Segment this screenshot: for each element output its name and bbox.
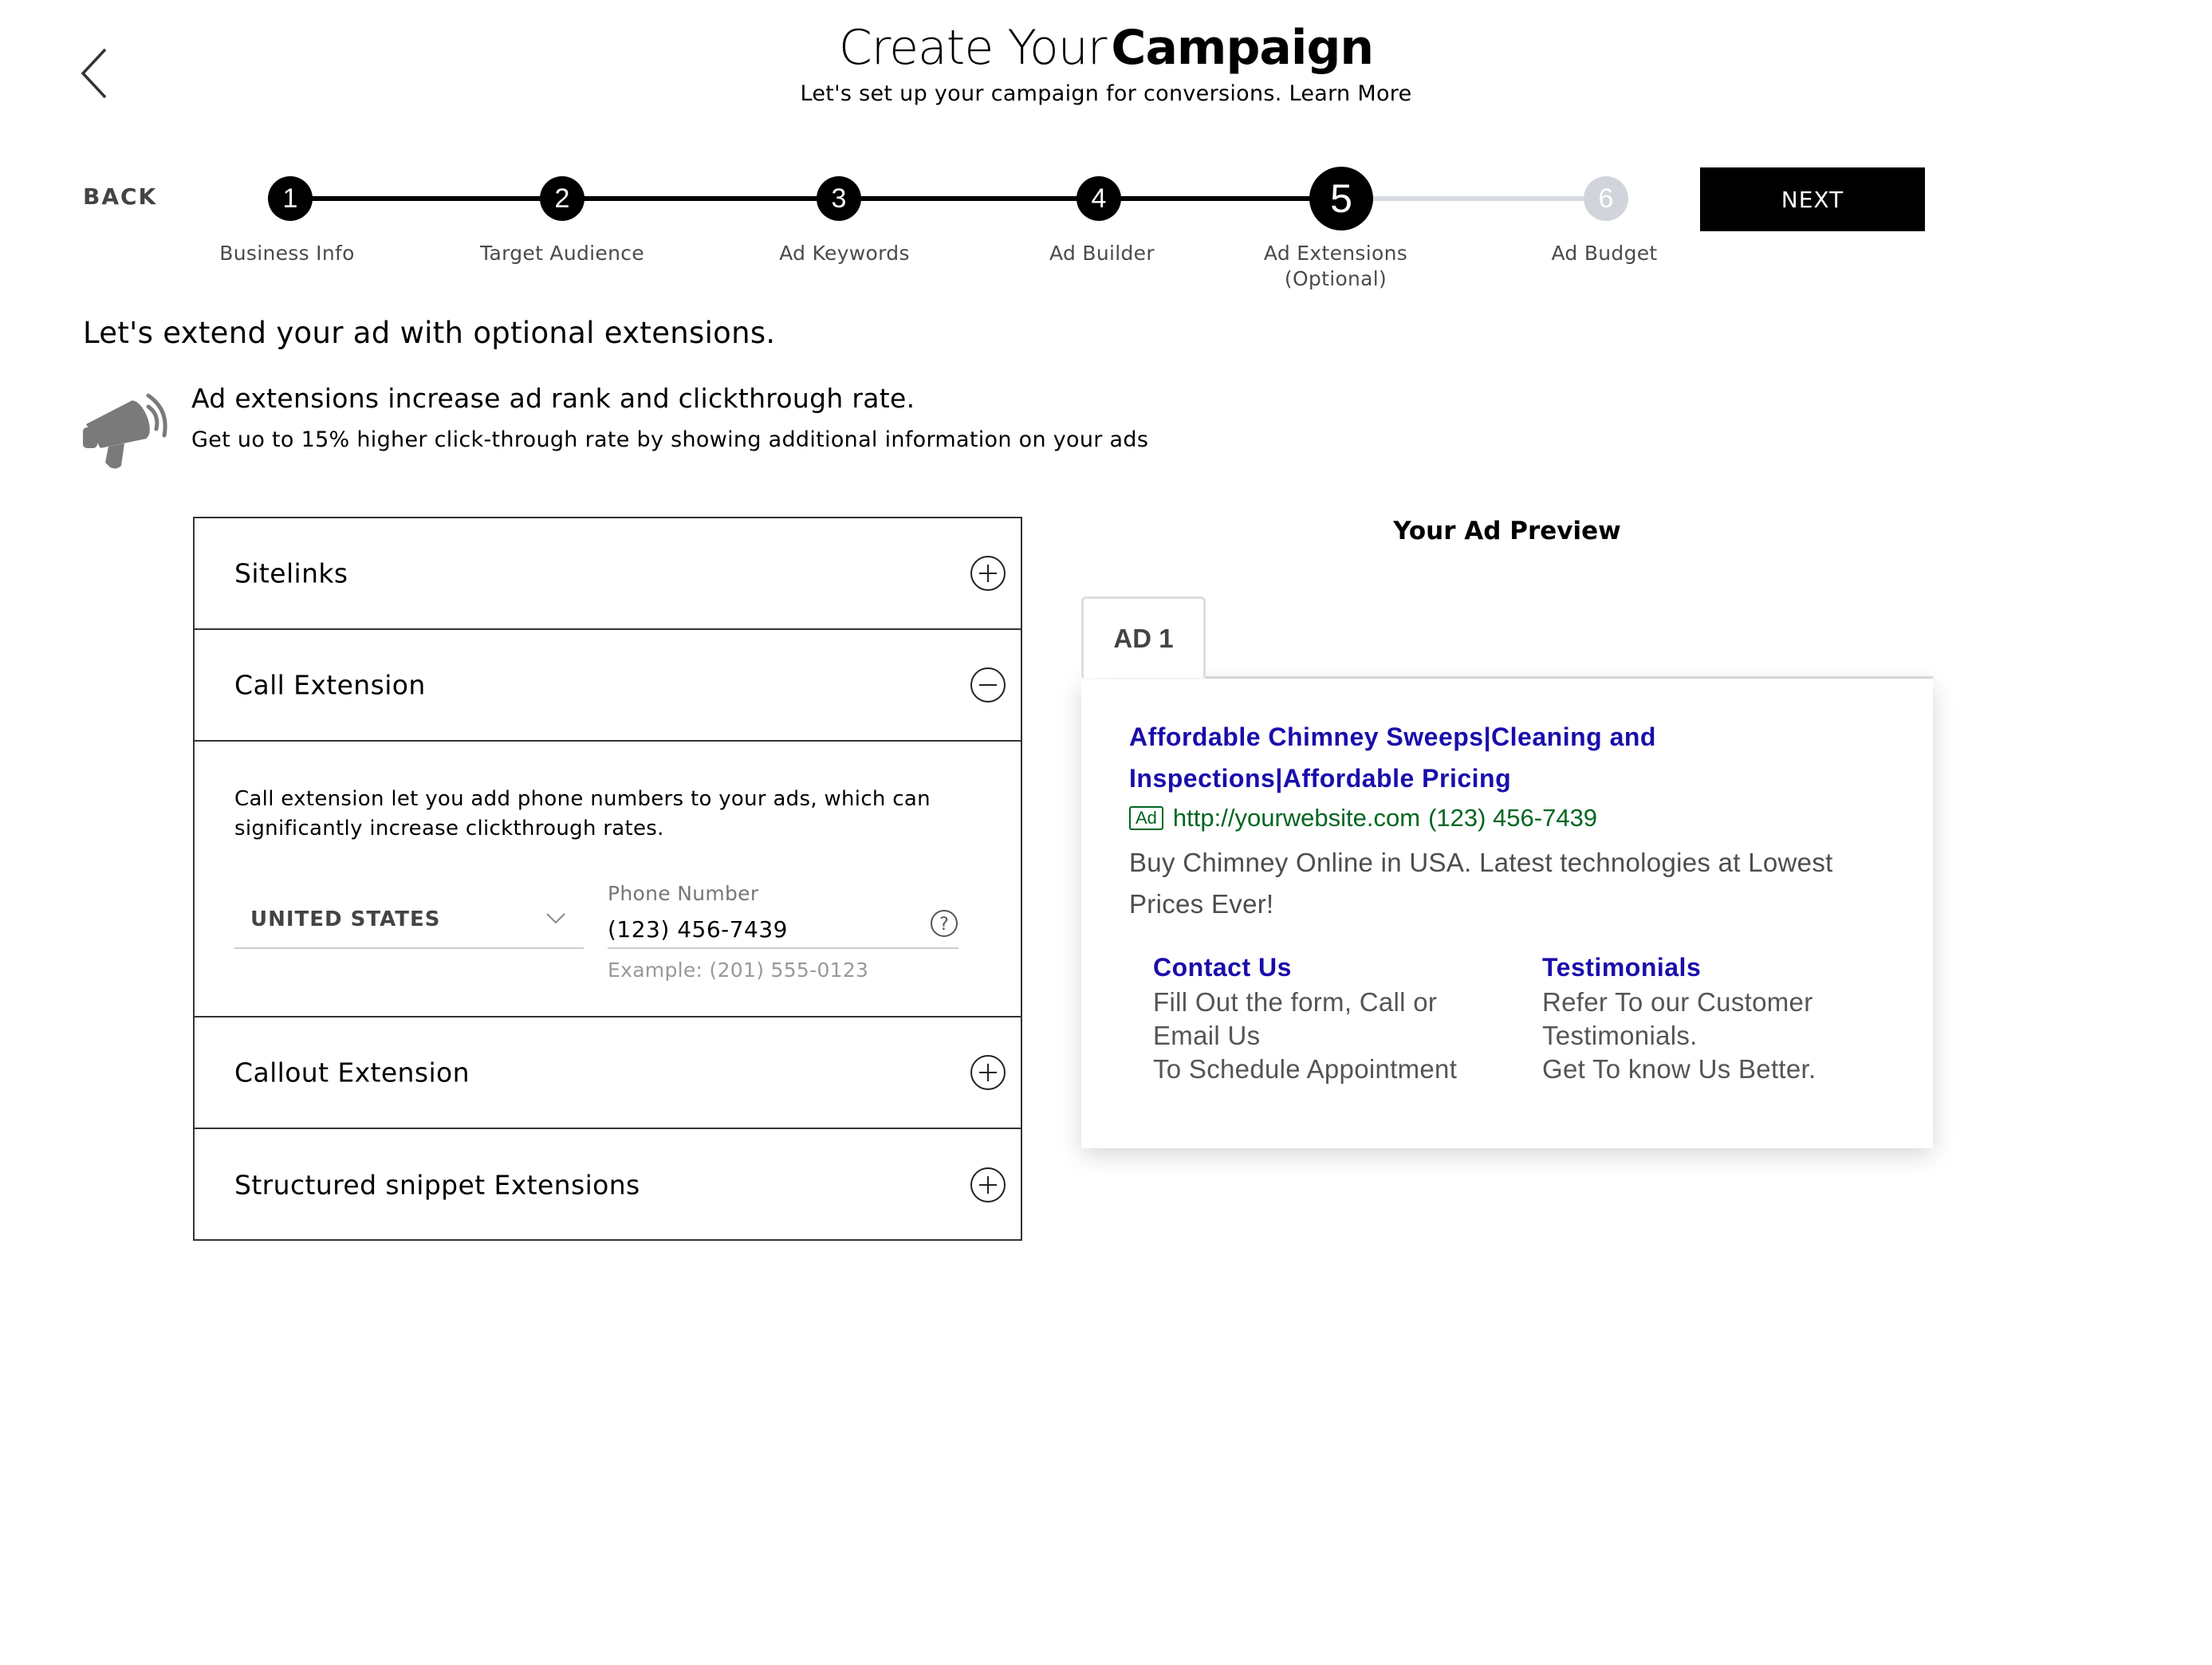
plus-circle-icon[interactable]	[970, 1167, 1006, 1203]
step-5-label	[1232, 241, 1439, 292]
accordion-call-extension-label: Call Extension	[234, 669, 426, 701]
step-5-label-line1: Ad Extensions	[1263, 242, 1408, 265]
step-1-label: Business Info	[219, 242, 355, 265]
sitelink-line: Fill Out the form, Call or	[1153, 987, 1438, 1017]
step-3-label: Ad Keywords	[779, 242, 910, 265]
accordion-sitelinks[interactable]	[195, 518, 1021, 630]
ad-badge: Ad	[1129, 806, 1163, 830]
sitelink-line: Email Us	[1153, 1021, 1261, 1050]
sitelink-title[interactable]: Testimonials	[1542, 953, 1702, 982]
ad-headline[interactable]: Affordable Chimney Sweeps|Cleaning and Inspections|Affordable Pricing	[1129, 722, 1656, 793]
ad-preview-title: Your Ad Preview	[1393, 517, 1621, 545]
help-icon[interactable]	[930, 909, 958, 938]
step-3-marker[interactable]: 3	[817, 176, 861, 221]
svg-text:?: ?	[939, 915, 949, 935]
back-button[interactable]: BACK	[83, 183, 158, 210]
call-extension-description: Call extension let you add phone numbers to your ads, which can significantly increase clickthrough rates.	[234, 787, 931, 840]
extensions-accordion	[193, 517, 1022, 1241]
page-title-bold: Campaign	[1111, 20, 1374, 76]
info-subtitle: Get uo to 15% higher click-through rate by showing additional information on your ads	[191, 427, 1149, 452]
phone-number-label: Phone Number	[608, 882, 759, 905]
ad-display-url: http://yourwebsite.com	[1172, 804, 1421, 832]
plus-circle-icon[interactable]	[970, 1054, 1006, 1091]
sitelink-testimonials	[1542, 949, 1909, 1086]
ad-preview-card	[1081, 679, 1933, 1148]
sitelink-line: To Schedule Appointment	[1153, 1054, 1458, 1084]
sitelink-line: Get To know Us Better.	[1542, 1054, 1816, 1084]
accordion-structured-snippet[interactable]	[195, 1129, 1021, 1241]
accordion-sitelinks-label: Sitelinks	[234, 557, 348, 589]
chevron-down-icon	[545, 912, 566, 925]
ad-description: Buy Chimney Online in USA. Latest technologies at Lowest Prices Ever!	[1129, 848, 1833, 919]
progress-track-remaining	[1346, 196, 1616, 201]
ad-url-row	[1129, 804, 1597, 832]
accordion-callout-extension[interactable]	[195, 1018, 1021, 1129]
phone-number-example: Example: (201) 555-0123	[608, 958, 869, 982]
step-6-label: Ad Budget	[1551, 242, 1658, 265]
next-button[interactable]: NEXT	[1700, 167, 1925, 231]
step-4-label: Ad Builder	[1049, 242, 1155, 265]
country-select-value: UNITED STATES	[250, 907, 441, 931]
minus-circle-icon[interactable]	[970, 667, 1006, 703]
megaphone-icon	[81, 383, 174, 470]
step-1-marker[interactable]: 1	[268, 176, 313, 221]
sitelink-line: Testimonials.	[1542, 1021, 1698, 1050]
step-2-label: Target Audience	[480, 242, 644, 265]
info-title: Ad extensions increase ad rank and clickthrough rate.	[191, 383, 915, 414]
call-extension-panel	[195, 742, 1021, 1018]
step-5-label-line2: (Optional)	[1284, 267, 1387, 290]
step-5-marker[interactable]: 5	[1309, 167, 1373, 230]
sitelink-line: Refer To our Customer	[1542, 987, 1813, 1017]
sitelink-contact-us	[1153, 949, 1520, 1086]
page-title-light: Create Your	[838, 20, 1107, 76]
accordion-callout-extension-label: Callout Extension	[234, 1057, 470, 1088]
step-2-marker[interactable]: 2	[540, 176, 584, 221]
ad-phone: (123) 456-7439	[1428, 804, 1598, 832]
page-title	[0, 18, 2212, 78]
tab-ad-1[interactable]: AD 1	[1081, 596, 1206, 678]
page-subtitle: Let's set up your campaign for conversions. Learn More	[800, 81, 1412, 106]
accordion-structured-snippet-label: Structured snippet Extensions	[234, 1169, 640, 1201]
step-6-marker[interactable]: 6	[1584, 176, 1628, 221]
country-select[interactable]	[234, 898, 584, 949]
phone-number-input[interactable]	[608, 911, 958, 949]
tab-divider	[1206, 676, 1933, 679]
section-heading: Let's extend your ad with optional extensions.	[83, 316, 776, 350]
accordion-call-extension[interactable]	[195, 630, 1021, 742]
sitelink-title[interactable]: Contact Us	[1153, 953, 1292, 982]
step-4-marker[interactable]: 4	[1076, 176, 1121, 221]
plus-circle-icon[interactable]	[970, 555, 1006, 592]
